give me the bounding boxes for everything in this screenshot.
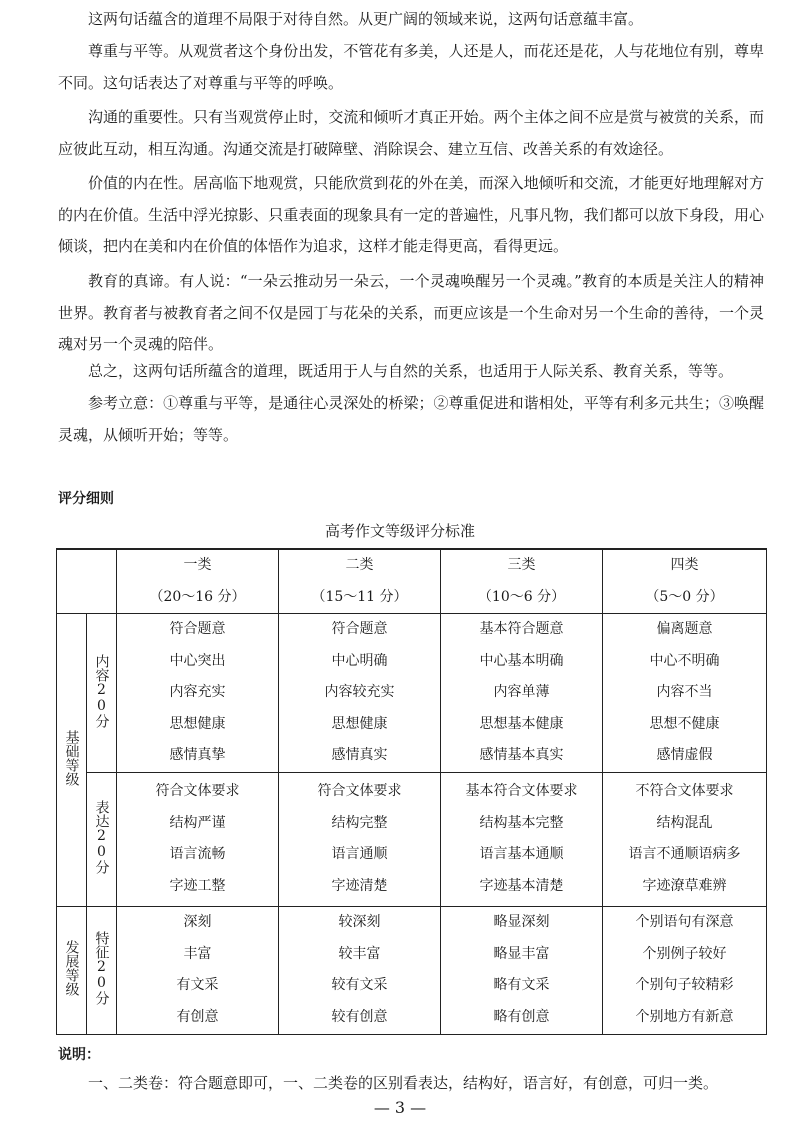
criterion: 较有创意 <box>331 1008 388 1025</box>
paragraph-4: 价值的内在性。居高临下地观赏，只能欣赏到花的外在美，而深入地倾听和交流，才能更好地理解对方的内在价值。生活中浮光掠影、只重表面的现象具有一定的普遍性，凡事凡物，我们都可以放下身段，用心倾谈，把内在美和内在价值的体悟作为追求，这样才能走得更高，看得更远。 <box>58 174 764 255</box>
criterion: 字迹清楚 <box>331 877 388 894</box>
grade-name: 三类 <box>507 557 536 573</box>
feature-label <box>87 906 117 1034</box>
feature-row <box>57 906 767 1034</box>
criterion: 感情虚假 <box>656 747 713 763</box>
expression-cell-3 <box>441 772 603 906</box>
content-cell-2 <box>279 614 441 773</box>
content-label <box>87 614 117 773</box>
criterion: 有文采 <box>176 977 219 993</box>
criterion: 个别例子较好 <box>642 945 727 962</box>
grade-header-4 <box>603 549 767 614</box>
grade-range: （15～11 分） <box>311 588 408 605</box>
criterion: 内容单薄 <box>493 684 550 700</box>
criterion: 基本符合文体要求 <box>465 783 578 799</box>
criterion: 符合题意 <box>331 621 388 637</box>
expression-cell-4 <box>603 772 767 906</box>
criterion: 结构混乱 <box>656 814 713 831</box>
content-label-text: 内容20分 <box>93 653 110 728</box>
grade-header-2 <box>279 549 441 614</box>
table-header-row <box>57 549 767 614</box>
criterion: 符合题意 <box>169 621 226 637</box>
paragraph-5: 教育的真谛。有人说：“一朵云推动另一朵云，一个灵魂唤醒另一个灵魂。”教育的本质是关注人的精神世界。教育者与被教育者之间不仅是园丁与花朵的关系，而更应该是一个生命对另一个生命的善待，一个灵魂对另一个灵魂的陪伴。 <box>58 272 764 353</box>
criterion: 内容较充实 <box>324 684 395 700</box>
criterion: 结构基本完整 <box>479 814 564 831</box>
criterion: 语言流畅 <box>169 846 226 862</box>
criterion: 内容充实 <box>169 684 226 700</box>
grade-name: 四类 <box>670 557 699 573</box>
criterion: 中心基本明确 <box>479 652 564 669</box>
feature-label-text: 特征20分 <box>93 931 110 1005</box>
grade-range: （5～0 分） <box>645 588 724 605</box>
criterion: 不符合文体要求 <box>635 783 734 799</box>
criterion: 略显深刻 <box>493 914 550 930</box>
grade-name: 一类 <box>183 557 212 573</box>
feature-cell-3 <box>441 906 603 1034</box>
criterion: 思想健康 <box>169 715 226 732</box>
criterion: 结构完整 <box>331 814 388 831</box>
criterion: 有创意 <box>176 1008 219 1025</box>
criterion: 个别句子较精彩 <box>635 977 734 993</box>
criterion: 较丰富 <box>338 945 381 962</box>
feature-cell-2 <box>279 906 441 1034</box>
expression-row <box>57 772 767 906</box>
grade-name: 二类 <box>345 557 374 573</box>
expression-cell-2 <box>279 772 441 906</box>
expression-label-text: 表达20分 <box>93 800 110 874</box>
paragraph-1: 这两句话蕴含的道理不局限于对待自然。从更广阔的领域来说，这两句话意蕴丰富。 <box>88 10 644 28</box>
content-cell-1 <box>117 614 279 773</box>
paragraph-2: 尊重与平等。从观赏者这个身份出发，不管花有多美，人还是人，而花还是花，人与花地位有别，尊卑不同。这句话表达了对尊重与平等的呼唤。 <box>58 42 764 92</box>
criterion: 思想基本健康 <box>479 715 564 732</box>
criterion: 结构严谨 <box>169 814 226 831</box>
expression-cell-1 <box>117 772 279 906</box>
criterion: 较深刻 <box>338 914 381 930</box>
criterion: 个别地方有新意 <box>635 1008 734 1025</box>
section-heading: 评分细则 <box>58 491 114 507</box>
paragraph-6: 总之，这两句话所蕴含的道理，既适用于人与自然的关系，也适用于人际关系、教育关系，等等。 <box>88 362 734 380</box>
criterion: 略有文采 <box>493 977 550 993</box>
grade-header-1 <box>117 549 279 614</box>
criterion: 偏离题意 <box>656 621 713 637</box>
criterion: 深刻 <box>183 914 212 930</box>
criterion: 中心明确 <box>331 652 388 669</box>
table-title: 高考作文等级评分标准 <box>324 522 475 540</box>
criterion: 符合文体要求 <box>317 783 402 799</box>
note-1: 一、二类卷：符合题意即可，一、二类卷的区别看表达，结构好，语言好，有创意，可归一类。 <box>88 1074 719 1092</box>
development-level-label <box>57 906 87 1034</box>
criterion: 语言通顺 <box>331 846 388 862</box>
feature-cell-1 <box>117 906 279 1034</box>
criterion: 较有文采 <box>331 977 388 993</box>
expression-label <box>87 772 117 906</box>
grading-table <box>56 548 767 1035</box>
criterion: 符合文体要求 <box>155 783 240 799</box>
criterion: 略有创意 <box>493 1008 550 1025</box>
criterion: 略显丰富 <box>493 945 550 962</box>
basic-level-label <box>57 614 87 907</box>
criterion: 感情真实 <box>331 747 388 763</box>
content-cell-3 <box>441 614 603 773</box>
criterion: 字迹基本清楚 <box>479 877 564 894</box>
grade-range: （10～6 分） <box>477 588 566 605</box>
grade-range: （20～16 分） <box>149 588 246 605</box>
criterion: 感情真挚 <box>169 747 226 763</box>
criterion: 字迹潦草难辨 <box>642 877 727 894</box>
criterion: 中心突出 <box>169 652 226 669</box>
criterion: 个别语句有深意 <box>635 914 734 930</box>
criterion: 丰富 <box>183 945 212 962</box>
development-level-text: 发展等级 <box>63 940 80 996</box>
criterion: 语言不通顺语病多 <box>628 846 741 862</box>
paragraph-7: 参考立意：①尊重与平等，是通往心灵深处的桥梁；②尊重促进和谐相处，平等有利多元共生；③唤醒灵魂，从倾听开始；等等。 <box>58 394 764 444</box>
content-row <box>57 614 767 773</box>
notes-heading: 说明： <box>58 1047 100 1063</box>
page-number: — 3 — <box>373 1098 427 1117</box>
table-corner-cell <box>57 549 117 614</box>
criterion: 内容不当 <box>656 684 713 700</box>
criterion: 中心不明确 <box>649 652 720 669</box>
criterion: 思想不健康 <box>649 715 720 732</box>
criterion: 语言基本通顺 <box>479 846 564 862</box>
paragraph-3: 沟通的重要性。只有当观赏停止时，交流和倾听才真正开始。两个主体之间不应是赏与被赏的关系，而应彼此互动，相互沟通。沟通交流是打破障壁、消除误会、建立互信、改善关系的有效途径。 <box>58 108 764 158</box>
basic-level-text: 基础等级 <box>63 729 80 786</box>
criterion: 思想健康 <box>331 715 388 732</box>
criterion: 基本符合题意 <box>479 621 564 637</box>
criterion: 字迹工整 <box>169 877 226 894</box>
feature-cell-4 <box>603 906 767 1034</box>
criterion: 感情基本真实 <box>479 747 564 763</box>
grade-header-3 <box>441 549 603 614</box>
content-cell-4 <box>603 614 767 773</box>
